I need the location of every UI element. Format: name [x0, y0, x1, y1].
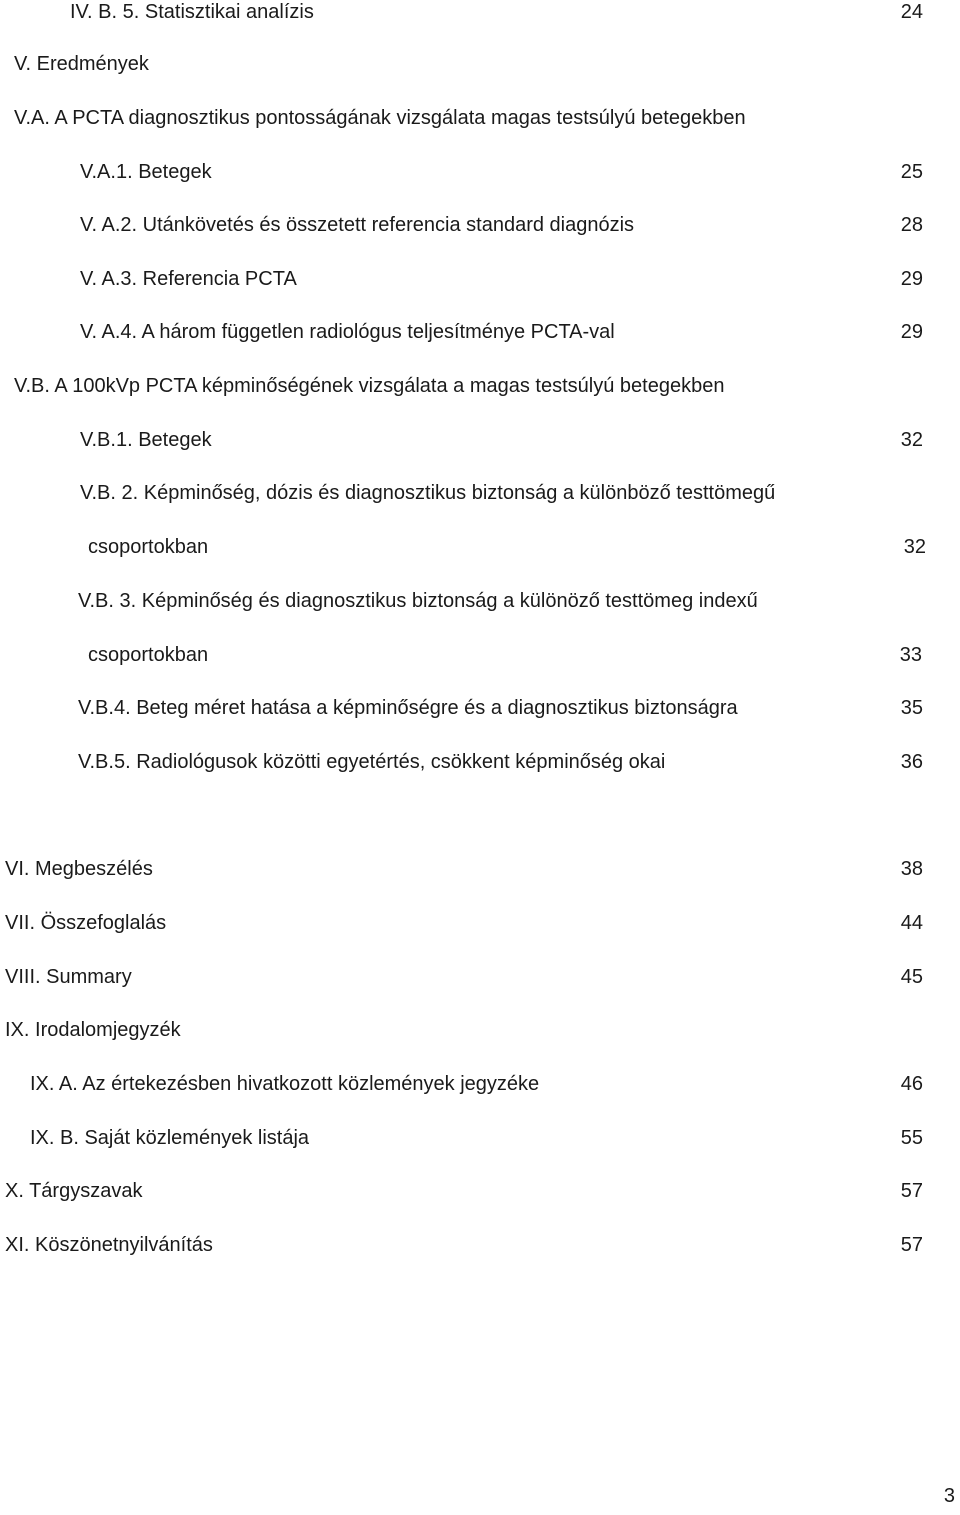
toc-entry-label: V.B.4. Beteg méret hatása a képminőségre és a diagnosztikus biztonságra: [78, 697, 738, 719]
toc-entry: [5, 857, 960, 881]
toc-entry-page: 29: [900, 321, 923, 343]
toc-entry-page: 44: [900, 912, 923, 934]
toc-entry: [78, 750, 960, 774]
toc-entry-label: V. A.4. A három független radiológus teljesítménye PCTA-val: [80, 321, 615, 343]
toc-entry: [14, 106, 960, 130]
page-number: 3: [943, 1485, 955, 1507]
toc-entry-label: V.B. A 100kVp PCTA képminőségének vizsgálata a magas testsúlyú betegekben: [14, 375, 725, 397]
toc-entry: [80, 320, 960, 344]
toc-entry-page: 55: [900, 1127, 923, 1149]
toc-entry: [30, 1126, 960, 1150]
toc-entry-page: 32: [903, 536, 926, 558]
toc-entry-page: 46: [900, 1073, 923, 1095]
toc-entry-label: V.B.1. Betegek: [80, 429, 212, 451]
toc-entry-label: V.B.5. Radiológusok közötti egyetértés, csökkent képminőség okai: [78, 751, 666, 773]
toc-entry-page: 45: [900, 966, 923, 988]
toc-entry-label: IV. B. 5. Statisztikai analízis: [70, 1, 314, 23]
toc-entry: [5, 1233, 960, 1257]
toc-entry-label: XI. Köszönetnyilvánítás: [5, 1234, 213, 1256]
toc-entry: [78, 589, 960, 613]
toc-entry: [80, 481, 960, 505]
toc-entry-label: VII. Összefoglalás: [5, 912, 167, 934]
toc-entry-label: V. A.2. Utánkövetés és összetett referencia standard diagnózis: [80, 214, 635, 236]
toc-entry-label: V.B. 2. Képminőség, dózis és diagnosztikus biztonság a különböző testtömegű: [80, 482, 776, 504]
toc-entry-label: V.A. A PCTA diagnosztikus pontosságának vizsgálata magas testsúlyú betegekben: [14, 107, 746, 129]
toc-entry-label: V. Eredmények: [14, 53, 149, 75]
toc-entry: [5, 1018, 960, 1042]
toc-entry: [78, 696, 960, 720]
toc-entry-page: 24: [900, 1, 923, 23]
toc-entry-page: 57: [900, 1180, 923, 1202]
toc-entry: [5, 1179, 960, 1203]
toc-entry: [80, 160, 960, 184]
toc-entry: [14, 374, 960, 398]
toc-entry: [14, 52, 960, 76]
toc-entry: [80, 267, 960, 291]
toc-entry-page: 35: [900, 697, 923, 719]
toc-entry-page: 29: [900, 268, 923, 290]
toc-entry-label: V.A.1. Betegek: [80, 161, 212, 183]
toc-entry-label: V. A.3. Referencia PCTA: [80, 268, 297, 290]
toc-entry: [88, 535, 960, 559]
toc-entry-page: 38: [900, 858, 923, 880]
toc-entry: [5, 965, 960, 989]
toc-entry-label: IX. B. Saját közlemények listája: [30, 1127, 310, 1149]
toc-entry-label: V.B. 3. Képminőség és diagnosztikus biztonság a különöző testtömeg indexű: [78, 590, 758, 612]
toc-entry-page: 57: [900, 1234, 923, 1256]
toc-entry-label: VIII. Summary: [5, 966, 132, 988]
toc-entry-page: 36: [900, 751, 923, 773]
toc-entry: [80, 213, 960, 237]
toc-entry: [88, 643, 960, 667]
toc-entry-label: IX. Irodalomjegyzék: [5, 1019, 181, 1041]
toc-entry-label: IX. A. Az értekezésben hivatkozott közlemények jegyzéke: [30, 1073, 540, 1095]
toc-entry-page: 25: [900, 161, 923, 183]
toc-entry-label: X. Tárgyszavak: [5, 1180, 143, 1202]
toc-entry: [5, 911, 960, 935]
toc-entry: [80, 428, 960, 452]
toc-entry-page: 33: [899, 644, 922, 666]
toc-entry: [30, 1072, 960, 1096]
toc-entry-page: 32: [900, 429, 923, 451]
toc-entry-page: 28: [900, 214, 923, 236]
toc-entry: [70, 0, 960, 24]
toc-entry-label: VI. Megbeszélés: [5, 858, 153, 880]
toc-entry-label: csoportokban: [88, 644, 209, 666]
toc-entry-label: csoportokban: [88, 536, 209, 558]
